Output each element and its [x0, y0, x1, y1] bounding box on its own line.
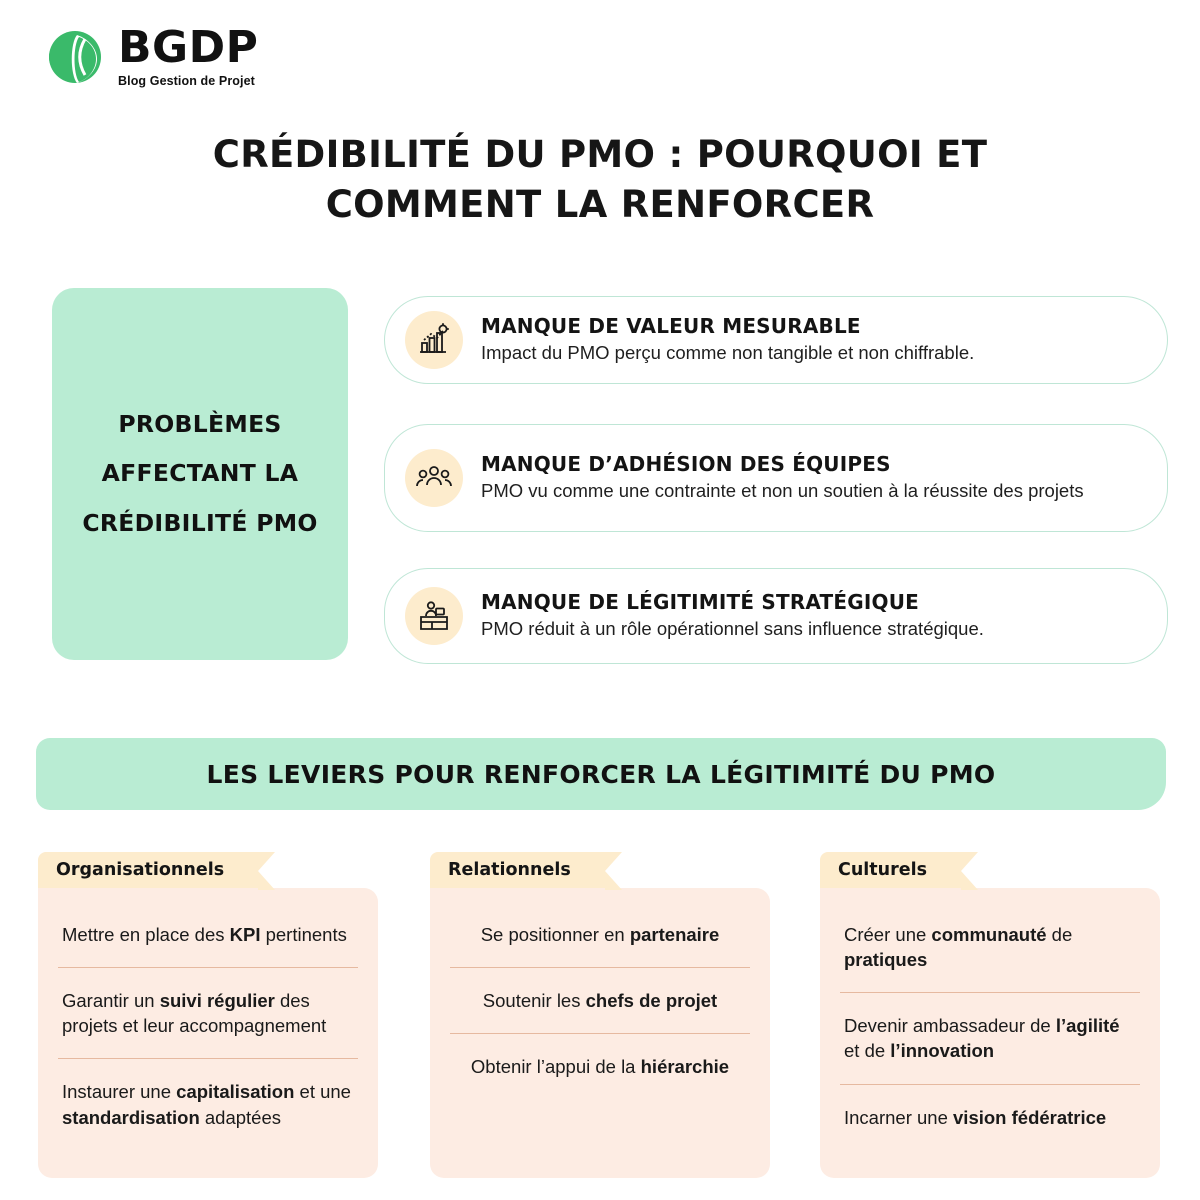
lever-item: Devenir ambassadeur de l’agilité et de l’innovation [840, 993, 1140, 1084]
problem-card [384, 424, 1168, 532]
problems-label-line-3: CRÉDIBILITÉ PMO [82, 508, 318, 537]
team-group-icon [405, 449, 463, 507]
lever-item: Instaurer une capitalisation et une standardisation adaptées [62, 1081, 351, 1128]
lever-column-tab: Organisationnels [38, 852, 258, 888]
brand-name: BGDP [118, 22, 259, 74]
problem-card [384, 296, 1168, 384]
lever-column-relationnels [430, 852, 770, 1178]
problem-title: MANQUE DE VALEUR MESURABLE [481, 314, 861, 339]
lever-column-tab: Relationnels [430, 852, 605, 888]
lever-item: Mettre en place des KPI pertinents [58, 902, 358, 968]
lever-item: Incarner une vision fédératrice [844, 1106, 1107, 1128]
problem-title: MANQUE D’ADHÉSION DES ÉQUIPES [481, 452, 891, 477]
brand-logo [44, 22, 259, 89]
lever-column-panel [430, 888, 770, 1178]
problems-label-line-2: AFFECTANT LA [101, 459, 299, 488]
levers-banner: LES LEVIERS POUR RENFORCER LA LÉGITIMITÉ DU PMO [36, 738, 1166, 810]
problems-label-block [52, 288, 348, 660]
lever-item: Créer une communauté de pratiques [840, 902, 1140, 993]
growth-chart-target-icon [405, 311, 463, 369]
lever-item: Obtenir l’appui de la hiérarchie [470, 1056, 730, 1078]
problem-title: MANQUE DE LÉGITIMITÉ STRATÉGIQUE [481, 590, 920, 615]
desk-worker-icon [405, 587, 463, 645]
problem-desc: PMO vu comme une contrainte et non un soutien à la réussite des projets [481, 480, 1084, 502]
lever-item: Se positionner en partenaire [450, 902, 750, 968]
lever-column-panel [820, 888, 1160, 1178]
lever-column-panel [38, 888, 378, 1178]
lever-column-organisationnels [38, 852, 378, 1178]
problem-desc: Impact du PMO perçu comme non tangible et non chiffrable. [481, 342, 975, 364]
leaf-logo-icon [44, 26, 106, 88]
lever-item: Soutenir les chefs de projet [450, 968, 750, 1034]
problems-label-line-1: PROBLÈMES [118, 409, 282, 438]
brand-tagline: Blog Gestion de Projet [118, 74, 255, 89]
lever-column-culturels [820, 852, 1160, 1178]
lever-item: Garantir un suivi régulier des projets et leur accompagnement [58, 968, 358, 1059]
lever-column-tab: Culturels [820, 852, 961, 888]
page-title: CRÉDIBILITÉ DU PMO : POURQUOI ET COMMENT LA RENFORCER [212, 133, 988, 226]
problem-desc: PMO réduit à un rôle opérationnel sans influence stratégique. [481, 618, 984, 640]
problem-card [384, 568, 1168, 664]
